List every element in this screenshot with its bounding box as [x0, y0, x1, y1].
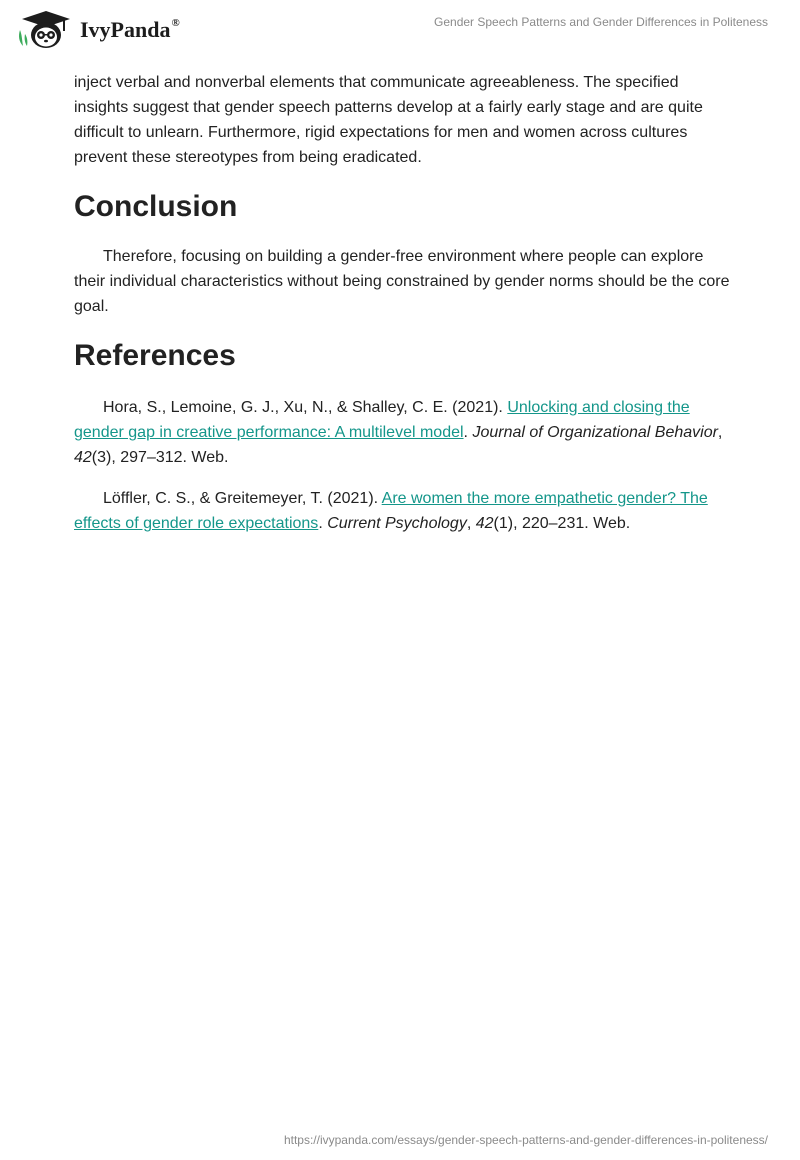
conclusion-paragraph: Therefore, focusing on building a gender-free environment where people can explore their individual characteristics without being constrained by gender norms should be the core goal.	[74, 248, 730, 315]
reference-entry: Löffler, C. S., & Greitemeyer, T. (2021). Are women the more empathetic gender? The effects of gender role expectations. Current Psychology, 42(1), 220–231. Web.	[74, 490, 708, 532]
page-header	[0, 0, 800, 60]
reference-volume: 42	[475, 515, 494, 532]
page-url-footer: https://ivypanda.com/essays/gender-speech-patterns-and-gender-differences-in-politeness/	[283, 1133, 768, 1147]
reference-volume: 42	[74, 449, 92, 466]
reference-entry: Hora, S., Lemoine, G. J., Xu, N., & Shalley, C. E. (2021). Unlocking and closing the gender gap in creative performance: A multilevel model. Journal of Organizational Behavior, 42(3), 297–312. Web.	[74, 399, 723, 466]
ivypanda-logo[interactable]	[16, 8, 180, 50]
conclusion-heading: Conclusion	[74, 190, 238, 223]
logo-wordmark: IvyPanda®	[80, 16, 180, 42]
reference-authors: Löffler, C. S., & Greitemeyer, T. (2021).	[103, 490, 382, 507]
document-title: Gender Speech Patterns and Gender Differences in Politeness	[434, 15, 768, 29]
reference-title-link[interactable]: Are women the more empathetic gender? The effects of gender role expectations	[74, 490, 708, 532]
reference-pages: (3), 297–312. Web.	[91, 449, 229, 466]
reference-authors: Hora, S., Lemoine, G. J., Xu, N., & Shalley, C. E. (2021).	[103, 399, 508, 416]
essay-content	[74, 70, 730, 536]
reference-journal: Journal of Organizational Behavior	[472, 424, 718, 441]
body-paragraph: inject verbal and nonverbal elements that communicate agreeableness. The specified insights suggest that gender speech patterns develop at a fairly early stage and are quite difficult to unlearn. Furthermore, rigid expectations for men and women across cultures prevent these stereotypes from being eradicated.	[74, 74, 703, 166]
reference-journal: Current Psychology	[327, 515, 467, 532]
panda-graduate-icon	[16, 8, 74, 50]
registered-mark: ®	[171, 16, 180, 29]
reference-title-link[interactable]: Unlocking and closing the gender gap in creative performance: A multilevel model	[74, 399, 690, 441]
reference-pages: (1), 220–231. Web.	[493, 515, 631, 532]
references-heading: References	[74, 339, 236, 372]
